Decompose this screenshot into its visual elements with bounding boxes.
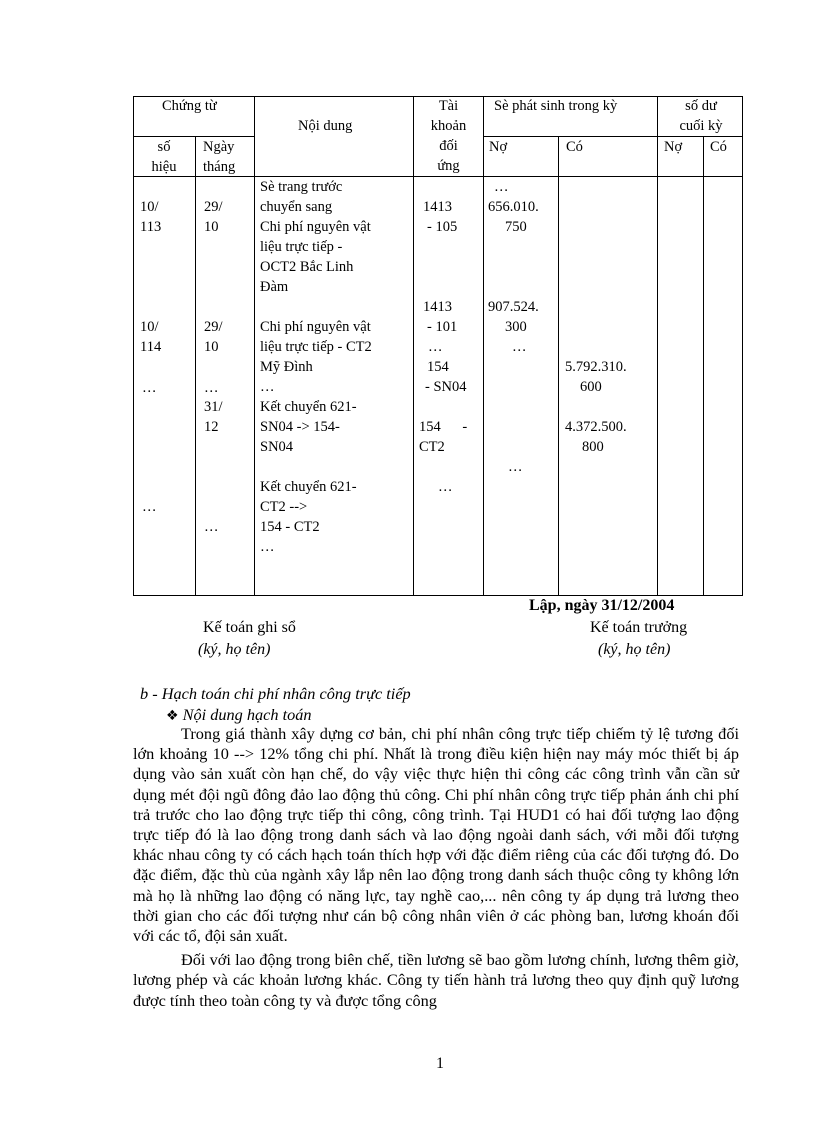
subheading-text: Nội dung hạch toán [182, 705, 312, 724]
cell-ngay: 10 [204, 219, 219, 235]
cell-ngay: 10 [204, 339, 219, 355]
header-co-2: Có [710, 139, 727, 155]
table-rule [703, 136, 704, 596]
cell-ngay: 31/ [204, 399, 223, 415]
cell-ngay: 29/ [204, 319, 223, 335]
signature-right-sub: (ký, họ tên) [598, 641, 671, 658]
table-border-right [742, 96, 743, 596]
table-border-left [133, 96, 134, 596]
section-heading: b - Hạch toán chi phí nhân công trực tiếp [140, 684, 411, 703]
header-so-du: số dư cuối kỳ [679, 98, 723, 134]
cell-so-hieu: … [142, 499, 157, 515]
header-tai-khoan: Tài khoản đối ứng [430, 98, 467, 174]
cell-tai-khoan: 1413 [423, 199, 452, 215]
header-chung-tu: Chứng từ [162, 98, 217, 114]
header-ngay-thang: Ngày tháng [203, 139, 236, 175]
signature-left-title: Kế toán ghi sổ [203, 619, 296, 636]
table-rule [195, 136, 196, 596]
header-noi-dung: Nội dung [298, 118, 353, 134]
cell-noi-dung: Kết chuyển 621- CT2 --> 154 - CT2 … [260, 479, 357, 555]
cell-co: 600 [580, 379, 602, 395]
cell-tai-khoan: - 105 [427, 219, 458, 235]
cell-noi-dung: Chi phí nguyên vật liệu trực tiếp - CT2 Mỹ Đình … Kết chuyển 621- SN04 -> 154- SN04 [260, 319, 372, 455]
cell-ngay: 12 [204, 419, 219, 435]
page-number: 1 [436, 1055, 444, 1072]
body-text [133, 724, 739, 1011]
header-no-2: Nợ [664, 139, 683, 155]
header-no: Nợ [489, 139, 508, 155]
cell-no: 300 [505, 319, 527, 335]
bullet-icon: ❖ [166, 708, 179, 724]
cell-co: 4.372.500. [565, 419, 627, 435]
cell-tai-khoan: … [438, 479, 453, 495]
cell-co: 800 [582, 439, 604, 455]
signature-right-title: Kế toán trưởng [590, 619, 688, 636]
table-rule [657, 96, 658, 596]
table-rule [483, 136, 743, 137]
cell-tai-khoan: 154 - [419, 419, 468, 435]
cell-tai-khoan: 154 [427, 359, 449, 375]
cell-so-hieu: 113 [140, 219, 162, 235]
table-rule [483, 96, 484, 596]
paragraph: Trong giá thành xây dựng cơ bản, chi phí nhân công trực tiếp chiếm tỷ lệ tương đối lớn khoảng 10 --> 12% tổng chi phí. Nhất là trong điều kiện hiện nay máy móc thiết bị áp dụng vào sản xuất còn hạn chế, do vậy việc thực hiện thi công các công trình vẫn cần sử dụng mét đội ngũ đông đảo lao động thủ công. Chi phí nhân công trực tiếp phản ánh chi phí trả trước cho lao động trực tiếp thi công, công trình. Tại HUD1 có hai đối tượng lao động trực tiếp đó là lao động trong danh sách và lao động ngoài danh sách, với mỗi đối tượng khác nhau công ty có cách hạch toán thích hợp với đặc điểm riêng của các đối tượng đó. Do đặc điểm, đặc thù của ngành xây lắp nên lao động trong danh sách thuộc công ty không lớn mà họ là những lao động có năng lực, tay nghề cao,... nên công ty áp dụng trả lương theo thời gian cho các đối tượng như cán bộ công nhân viên ở các phòng ban, lương khoán đối với các tổ, đội sản xuất. [133, 724, 739, 946]
cell-tai-khoan: CT2 [419, 439, 445, 455]
cell-no: 750 [505, 219, 527, 235]
cell-no: … [494, 179, 509, 195]
paragraph: Đối với lao động trong biên chế, tiền lương sẽ bao gồm lương chính, lương thêm giờ, lương phép và các khoản lương khác. Công ty tiến hành trả lương theo quy định quỹ lương được tính theo toàn công ty và được tổng công [133, 950, 739, 1010]
cell-ngay: … [204, 380, 219, 396]
header-so-phat-sinh: Sè phát sinh trong kỳ [494, 98, 618, 114]
header-co: Có [566, 139, 583, 155]
cell-so-hieu: … [142, 380, 157, 396]
cell-no: 656.010. [488, 199, 539, 215]
cell-no: … [508, 459, 523, 475]
cell-ngay: 29/ [204, 199, 223, 215]
signature-left-sub: (ký, họ tên) [198, 641, 271, 658]
signature-date: Lập, ngày 31/12/2004 [529, 597, 675, 614]
section-subheading [166, 705, 312, 725]
header-so-hieu: số hiệu [151, 139, 177, 175]
cell-so-hieu: 10/ [140, 199, 159, 215]
cell-noi-dung: Sè trang trước chuyển sang Chi phí nguyên vật liệu trực tiếp - OCT2 Bắc Linh Đàm [260, 179, 371, 295]
table-border-bottom [133, 595, 743, 596]
cell-tai-khoan: … [428, 339, 443, 355]
cell-so-hieu: 114 [140, 339, 162, 355]
cell-tai-khoan: - SN04 [425, 379, 467, 395]
cell-no: … [512, 339, 527, 355]
cell-ngay: … [204, 519, 219, 535]
table-rule [254, 96, 255, 596]
cell-co: 5.792.310. [565, 359, 627, 375]
cell-no: 907.524. [488, 299, 539, 315]
cell-so-hieu: 10/ [140, 319, 159, 335]
cell-tai-khoan: - 101 [427, 319, 458, 335]
table-rule [558, 136, 559, 596]
table-rule [413, 96, 414, 596]
cell-tai-khoan: 1413 [423, 299, 452, 315]
